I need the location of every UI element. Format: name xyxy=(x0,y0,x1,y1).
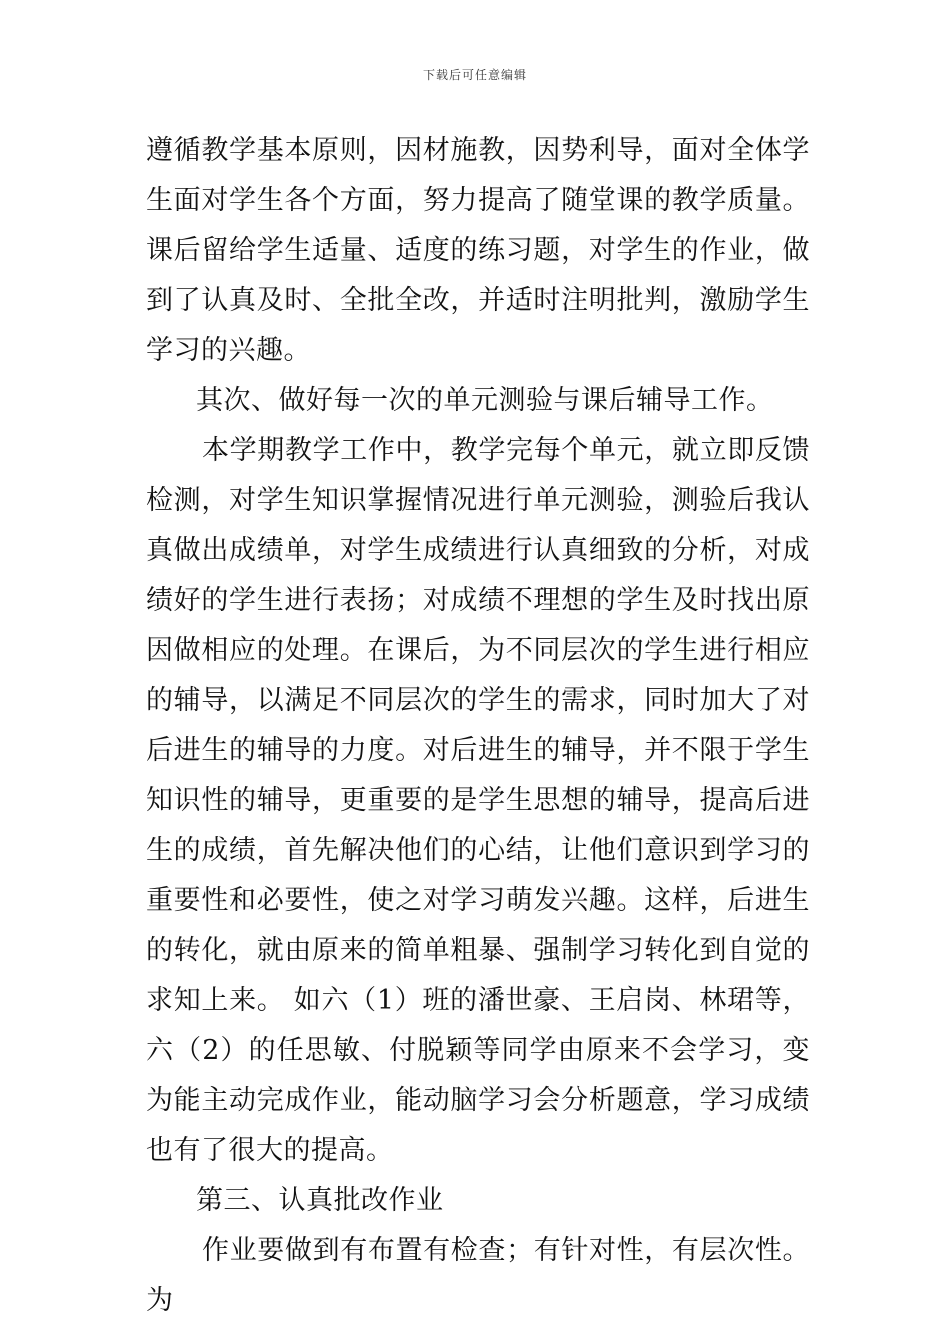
paragraph-teaching-principles: 遵循教学基本原则，因材施教，因势利导，面对全体学生面对学生各个方面，努力提高了随堂课的教学质量。课后留给学生适量、适度的练习题，对学生的作业，做到了认真及时、全批全改，并适时注明批判，激励学生学习的兴趣。 xyxy=(146,135,810,366)
paragraph-heading-second: 其次、做好每一次的单元测验与课后辅导工作。 xyxy=(196,385,774,416)
header-note: 下载后可任意编辑 xyxy=(422,68,527,82)
paragraph-homework: 作业要做到有布置有检查；有针对性，有层次性。为 xyxy=(146,1235,810,1316)
document-body xyxy=(146,126,810,1326)
paragraph-heading-third: 第三、认真批改作业 xyxy=(196,1185,444,1216)
paragraph-unit-tests: 本学期教学工作中，教学完每个单元，就立即反馈检测，对学生知识掌握情况进行单元测验，测验后我认真做出成绩单，对学生成绩进行认真细致的分析，对成绩好的学生进行表扬；对成绩不理想的学生及时找出原因做相应的处理。在课后，为不同层次的学生进行相应的辅导，以满足不同层次的学生的需求，同时加大了对后进生的辅导的力度。对后进生的辅导，并不限于学生知识性的辅导，更重要的是学生思想的辅导，提高后进生的成绩，首先解决他们的心结，让他们意识到学习的重要性和必要性，使之对学习萌发兴趣。这样，后进生的转化，就由原来的简单粗暴、强制学习转化到自觉的求知上来。 如六（1）班的潘世豪、王启岗、林珺等，六（2）的任思敏、付脱颖等同学由原来不会学习，变为能主动完成作业，能动脑学习会分析题意，学习成绩也有了很大的提高。 xyxy=(146,435,810,1166)
